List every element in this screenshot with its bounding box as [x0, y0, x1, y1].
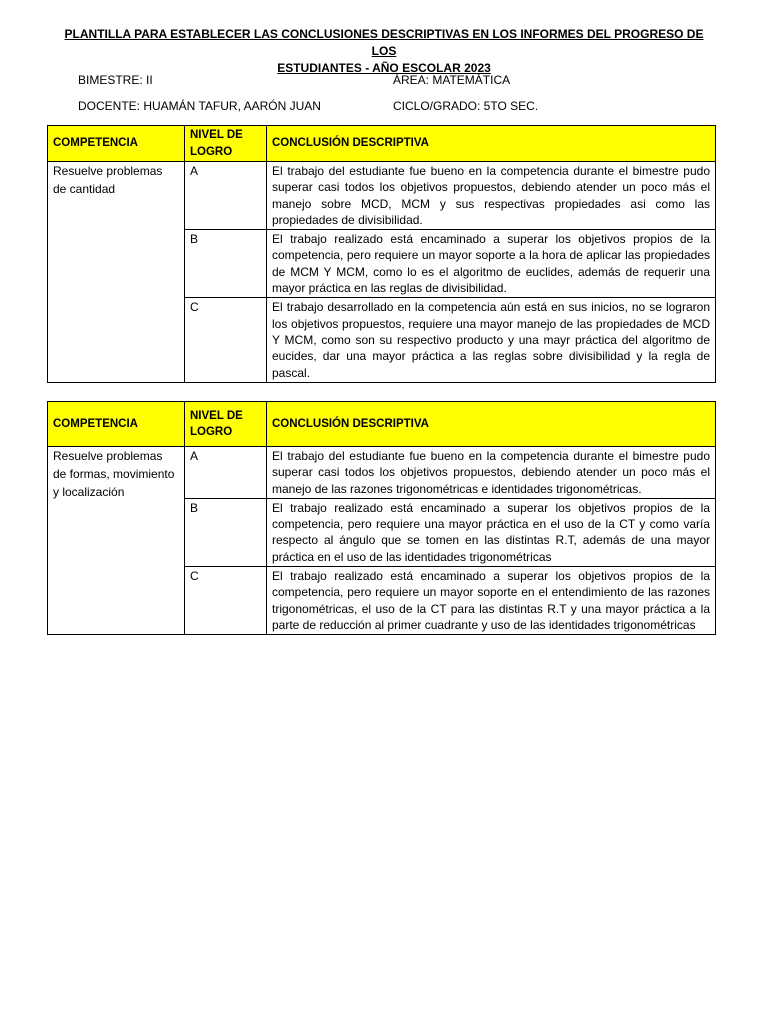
ciclo-label: CICLO/GRADO: 5TO SEC.	[393, 99, 539, 113]
nivel-cell: B	[185, 498, 267, 566]
nivel-cell: A	[185, 162, 267, 230]
conclusiones-table-formas	[47, 401, 716, 635]
docente-label: DOCENTE: HUAMÁN TAFUR, AARÓN JUAN	[78, 99, 321, 113]
header-conclusion: CONCLUSIÓN DESCRIPTIVA	[267, 402, 716, 447]
table-header-row	[48, 402, 716, 447]
area-label: ÁREA: MATEMÁTICA	[393, 73, 511, 87]
conclusion-cell: El trabajo realizado está encaminado a superar los objetivos propios de la competencia, pero requiere un mayor soporte en el entendimiento de las razones trigonométricas, el uso de la CT para las distintas R.T y una mayor práctica a la parte de reducción al primer cuadrante y uso de las identidades trigonométricas	[267, 567, 716, 635]
nivel-cell: B	[185, 230, 267, 298]
header-nivel: NIVEL DE LOGRO	[185, 402, 267, 447]
conclusion-cell: El trabajo del estudiante fue bueno en la competencia durante el bimestre pudo superar casi todos los objetivos propuestos, debiendo atender un poco más el manejo sobre MCD, MCM y sus respectivas propiedades asi como las propiedades de divisibilidad.	[267, 162, 716, 230]
table-header-row	[48, 126, 716, 162]
competencia-cell: Resuelve problemas de formas, movimiento y localización	[48, 447, 185, 635]
conclusiones-table-cantidad	[47, 125, 716, 383]
table-row	[48, 162, 716, 230]
nivel-cell: A	[185, 447, 267, 499]
header-competencia: COMPETENCIA	[48, 126, 185, 162]
conclusion-cell: El trabajo desarrollado en la competencia aún está en sus inicios, no se lograron los objetivos propuestos, requiere una mayor manejo de las propiedades de MCD Y MCM, como son su respectivo producto y una mayr práctica del algoritmo de eucides, dar una mayor práctica a las reglas sobre divisibilidad y la regla de pascal.	[267, 298, 716, 382]
document-title	[60, 26, 708, 77]
conclusion-cell: El trabajo realizado está encaminado a superar los objetivos propios de la competencia, pero requiere un mayor soporte a la hora de aplicar las propiedades de MCM Y MCM, como lo es el algoritmo de euclides, además de requerir una mayor práctica en las reglas de divisibilidad.	[267, 230, 716, 298]
nivel-cell: C	[185, 567, 267, 635]
header-conclusion: CONCLUSIÓN DESCRIPTIVA	[267, 126, 716, 162]
table-row	[48, 447, 716, 499]
competencia-cell: Resuelve problemas de cantidad	[48, 162, 185, 383]
conclusion-cell: El trabajo del estudiante fue bueno en la competencia durante el bimestre pudo superar casi todos los objetivos propuestos, debiendo atender un poco más el manejo de las razones trigonométricas e identidades trigonométricas.	[267, 447, 716, 499]
nivel-cell: C	[185, 298, 267, 382]
header-competencia: COMPETENCIA	[48, 402, 185, 447]
title-line-1: PLANTILLA PARA ESTABLECER LAS CONCLUSIONES DESCRIPTIVAS EN LOS INFORMES DEL PROGRESO DE LOS	[64, 27, 704, 58]
header-nivel: NIVEL DE LOGRO	[185, 126, 267, 162]
title-line-2: ESTUDIANTES - AÑO ESCOLAR 2023	[277, 61, 491, 75]
bimestre-label: BIMESTRE: II	[78, 73, 153, 87]
conclusion-cell: El trabajo realizado está encaminado a superar los objetivos propios de la competencia, pero requiere una mayor práctica en el uso de la CT y como varía respecto al ángulo que se tomen en las distintas R.T, además de una mayor práctica en el uso de las identidades trigonométricas	[267, 498, 716, 566]
